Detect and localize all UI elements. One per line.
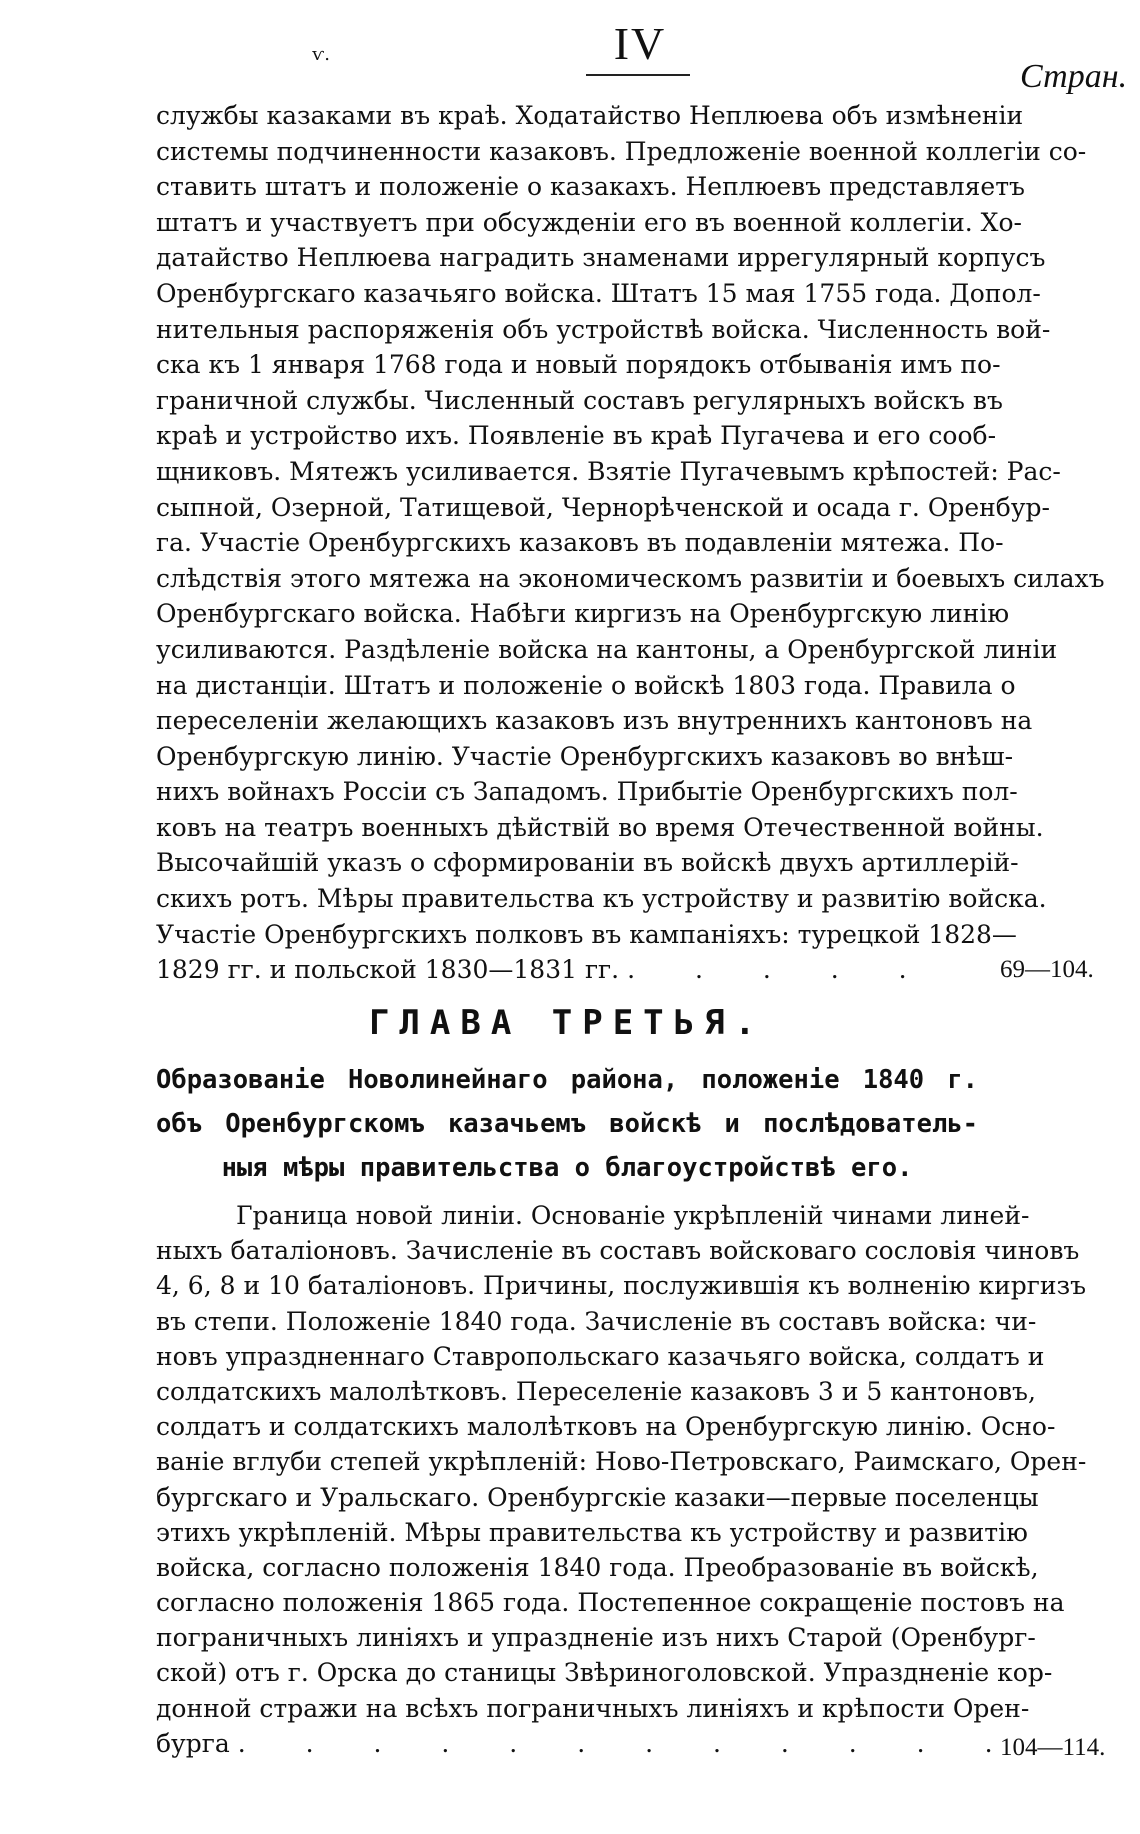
text-line: датайство Неплюева наградить знаменами иррегулярный корпусъ bbox=[156, 243, 1046, 273]
subtitle-line: ныя мѣры правительства о благоустройствѣ его. bbox=[221, 1153, 913, 1183]
numeral-underline bbox=[586, 74, 690, 76]
text-line: на дистанціи. Штатъ и положеніе о войскѣ 1803 года. Правила о bbox=[156, 670, 1016, 700]
text-line: бургскаго и Уральскаго. Оренбургскіе казаки—первые поселенцы bbox=[156, 1482, 1039, 1512]
text-line-last bbox=[156, 1726, 1019, 1761]
leader-dots: . . . . . . . . . . . . bbox=[237, 1728, 1019, 1758]
text-line: ваніе вглуби степей укрѣпленій: Ново-Петровскаго, Раимскаго, Орен- bbox=[156, 1447, 1087, 1477]
text-line: сыпной, Озерной, Татищевой, Чернорѣченской и осада г. Оренбур- bbox=[156, 492, 1050, 522]
page-range-1: 69—104. bbox=[1000, 956, 1094, 983]
page-range-2: 104—114. bbox=[1000, 1734, 1106, 1761]
text-line: щниковъ. Мятежъ усиливается. Взятіе Пугачевымъ крѣпостей: Рас- bbox=[156, 456, 1061, 486]
text-line: ска къ 1 января 1768 года и новый порядокъ отбыванія имъ по- bbox=[156, 350, 1001, 380]
text-line: ковъ на театръ военныхъ дѣйствій во время Отечественной войны. bbox=[156, 812, 1044, 842]
text-line: скихъ ротъ. Мѣры правительства къ устройству и развитію войска. bbox=[156, 884, 1047, 914]
text-line: усиливаются. Раздѣленіе войска на кантоны, а Оренбургской линіи bbox=[156, 634, 1058, 664]
text-line: Оренбургскаго казачьяго войска. Штатъ 15 мая 1755 года. Допол- bbox=[156, 278, 1041, 308]
subtitle-line: Образованіе Новолинейнаго района, положеніе 1840 г. bbox=[156, 1065, 978, 1095]
page-roman-numeral: IV bbox=[613, 18, 667, 69]
chapter-subtitle bbox=[156, 1058, 978, 1190]
text-line: новъ упраздненнаго Ставропольскаго казачьяго войска, солдатъ и bbox=[156, 1341, 1045, 1371]
text-line-content: бурга bbox=[156, 1728, 230, 1758]
text-line-last bbox=[156, 952, 978, 988]
page-column-label: Стран. bbox=[1020, 58, 1128, 95]
text-line: ныхъ баталіоновъ. Зачисленіе въ составъ войсковаго сословія чиновъ bbox=[156, 1236, 1080, 1266]
text-line: слѣдствія этого мятежа на экономическомъ развитіи и боевыхъ силахъ bbox=[156, 563, 1105, 593]
text-line: нихъ войнахъ Россіи съ Западомъ. Прибытіе Оренбургскихъ пол- bbox=[156, 777, 1018, 807]
text-line: войска, согласно положенія 1840 года. Преобразованіе въ войскѣ, bbox=[156, 1552, 1039, 1582]
text-line: донной стражи на всѣхъ пограничныхъ линіяхъ и крѣпости Орен- bbox=[156, 1693, 1030, 1723]
chapter-title: ГЛАВА ТРЕТЬЯ. bbox=[368, 1003, 766, 1043]
text-line: ставить штатъ и положеніе о казакахъ. Неплюевъ представляетъ bbox=[156, 172, 1025, 202]
text-line: переселеніи желающихъ казаковъ изъ внутреннихъ кантоновъ на bbox=[156, 706, 1033, 736]
text-line: службы казаками въ краѣ. Ходатайство Неплюева объ измѣненіи bbox=[156, 101, 1024, 130]
text-line: Оренбургскаго войска. Набѣги киргизъ на Оренбургскую линію bbox=[156, 599, 1010, 629]
stray-mark: ѵ. bbox=[312, 44, 330, 65]
text-line: га. Участіе Оренбургскихъ казаковъ въ подавленіи мятежа. По- bbox=[156, 528, 1004, 558]
text-line: граничной службы. Численный составъ регулярныхъ войскъ въ bbox=[156, 385, 1003, 415]
text-line: системы подчиненности казаковъ. Предложеніе военной коллегіи со- bbox=[156, 136, 1087, 166]
text-line: Высочайшій указъ о сформированіи въ войскѣ двухъ артиллерій- bbox=[156, 848, 1019, 878]
text-line: пограничныхъ линіяхъ и упраздненіе изъ нихъ Старой (Оренбург- bbox=[156, 1623, 1036, 1653]
leader-dots: . . . . . bbox=[627, 955, 933, 985]
text-line: въ степи. Положеніе 1840 года. Зачисленіе въ составъ войска: чи- bbox=[156, 1306, 1037, 1336]
text-line: Оренбургскую линію. Участіе Оренбургскихъ казаковъ во внѣш- bbox=[156, 741, 1014, 771]
text-line: Граница новой линіи. Основаніе укрѣпленій чинами линей- bbox=[236, 1201, 1030, 1230]
text-line: нительныя распоряженія объ устройствѣ войска. Численность вой- bbox=[156, 314, 1051, 344]
text-line: этихъ укрѣпленій. Мѣры правительства къ устройству и развитію bbox=[156, 1517, 1028, 1547]
text-line: солдатъ и солдатскихъ малолѣтковъ на Оренбургскую линію. Осно- bbox=[156, 1412, 1056, 1442]
text-line: солдатскихъ малолѣтковъ. Переселеніе казаковъ 3 и 5 кантоновъ, bbox=[156, 1376, 1036, 1406]
text-line: ской) отъ г. Орска до станицы Звѣриноголовской. Упраздненіе кор- bbox=[156, 1658, 1053, 1688]
subtitle-line: объ Оренбургскомъ казачьемъ войскѣ и послѣдователь- bbox=[156, 1109, 978, 1139]
text-line: согласно положенія 1865 года. Постепенное сокращеніе постовъ на bbox=[156, 1588, 1065, 1618]
text-line: 4, 6, 8 и 10 баталіоновъ. Причины, послужившія къ волненію киргизъ bbox=[156, 1271, 1087, 1301]
text-line: штатъ и участвуетъ при обсужденіи его въ военной коллегіи. Хо- bbox=[156, 207, 1022, 237]
text-line: Участіе Оренбургскихъ полковъ въ кампаніяхъ: турецкой 1828— bbox=[156, 919, 1017, 949]
text-line-content: 1829 гг. и польской 1830—1831 гг. bbox=[156, 955, 620, 985]
text-line: краѣ и устройство ихъ. Появленіе въ краѣ Пугачева и его сооб- bbox=[156, 421, 997, 451]
